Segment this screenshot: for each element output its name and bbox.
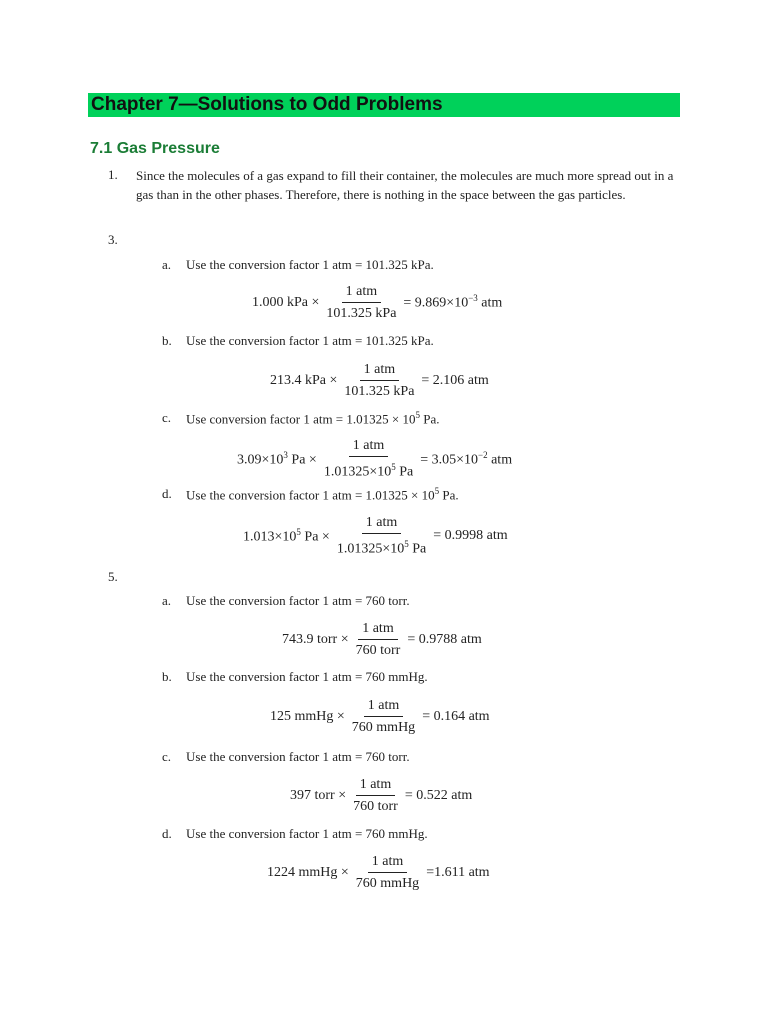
fraction — [322, 283, 400, 322]
problem-5c-instruction: Use the conversion factor 1 atm = 760 torr. — [186, 749, 410, 764]
problem-3c-equation — [237, 437, 512, 481]
problem-5c-letter: c. — [162, 749, 172, 764]
equation-lhs: 213.4 kPa × — [270, 372, 338, 388]
fraction-numerator: 1 atm — [364, 697, 404, 717]
problem-5a-instruction: Use the conversion factor 1 atm = 760 torr. — [186, 593, 410, 608]
fraction — [352, 853, 423, 892]
fraction-denominator: 101.325 kPa — [344, 384, 415, 399]
problem-3a-equation — [252, 283, 502, 322]
problem-5b-instruction: Use the conversion factor 1 atm = 760 mmHg. — [186, 669, 428, 684]
problem-3b-instruction: Use the conversion factor 1 atm = 101.325 kPa. — [186, 333, 434, 348]
fraction — [348, 697, 419, 736]
chapter-title: Chapter 7—Solutions to Odd Problems — [91, 94, 443, 115]
equation-rhs: = 0.9788 atm — [407, 631, 482, 647]
chapter-heading-bar — [88, 93, 680, 117]
fraction — [333, 514, 430, 558]
fraction — [349, 776, 402, 815]
problem-5a-letter: a. — [162, 593, 172, 608]
equation-lhs: 397 torr × — [290, 787, 347, 803]
problem-3d-equation — [243, 514, 508, 558]
fraction-denominator: 760 mmHg — [355, 876, 420, 891]
problem-5d-equation — [267, 853, 490, 892]
fraction-numerator: 1 atm — [360, 361, 400, 381]
problem-1-number: 1. — [108, 167, 118, 182]
problem-5-number: 5. — [108, 569, 118, 584]
problem-3a-letter: a. — [162, 257, 172, 272]
equation-lhs: 1.000 kPa × — [252, 294, 320, 310]
fraction-numerator: 1 atm — [356, 776, 396, 796]
fraction-denominator: $1.01325\times 10^5$ Pa — [336, 539, 427, 557]
problem-5b-letter: b. — [162, 669, 172, 684]
fraction-denominator: 760 torr — [353, 799, 398, 814]
problem-5d-letter: d. — [162, 826, 172, 841]
equation-rhs: =1.611 atm — [426, 864, 490, 880]
problem-3c-letter: c. — [162, 410, 172, 425]
equation-rhs: = $9.869\times 10^{-3}$ atm — [403, 293, 503, 311]
equation-lhs: $1.013\times 10^5$ Pa × — [243, 526, 330, 545]
fraction-numerator: 1 atm — [368, 853, 408, 873]
fraction-denominator: 760 torr — [355, 643, 401, 658]
problem-3-number: 3. — [108, 232, 118, 247]
equation-lhs: 1224 mmHg × — [267, 864, 349, 880]
fraction-denominator: 760 mmHg — [351, 720, 416, 735]
equation-rhs: = 0.164 atm — [422, 708, 490, 724]
section-title: 7.1 Gas Pressure — [90, 140, 220, 157]
equation-rhs: = 0.522 atm — [404, 787, 473, 803]
problem-3b-equation — [270, 361, 489, 400]
equation-rhs: = $3.05\times 10^{-2}$ atm — [420, 449, 513, 468]
equation-rhs: = 0.9998 atm — [433, 527, 508, 543]
problem-5d-instruction: Use the conversion factor 1 atm = 760 mmHg. — [186, 826, 428, 841]
fraction — [320, 437, 417, 481]
problem-5b-equation — [270, 697, 490, 736]
equation-rhs: = 2.106 atm — [421, 372, 489, 388]
equation-lhs: 125 mmHg × — [270, 708, 345, 724]
problem-3b-letter: b. — [162, 333, 172, 348]
problem-5a-equation — [282, 620, 482, 659]
problem-3a-instruction: Use the conversion factor 1 atm = 101.325 kPa. — [186, 257, 434, 272]
fraction — [352, 620, 405, 659]
problem-3d-letter: d. — [162, 486, 172, 501]
fraction-numerator: 1 atm — [362, 514, 402, 534]
problem-3d-instruction: Use the conversion factor 1 atm = $1.01325 \times 10^5$ Pa. — [186, 486, 459, 503]
fraction-numerator: 1 atm — [342, 283, 382, 303]
problem-3c-instruction: Use conversion factor 1 atm = $1.01325 \times 10^5$ Pa. — [186, 410, 440, 427]
fraction-numerator: 1 atm — [349, 437, 389, 457]
equation-lhs: 743.9 torr × — [282, 631, 349, 647]
problem-1-text: Since the molecules of a gas expand to fill their container, the molecules are much more spread out in a gas than in the other phases. Therefore, there is nothing in the space between the gas particles. — [136, 168, 674, 202]
fraction-denominator: $1.01325\times 10^5$ Pa — [323, 462, 414, 480]
problem-5c-equation — [290, 776, 472, 815]
fraction-denominator: 101.325 kPa — [326, 306, 397, 321]
fraction — [340, 361, 418, 400]
fraction-numerator: 1 atm — [358, 620, 398, 640]
equation-lhs: $3.09\times 10^3$ Pa × — [237, 449, 317, 468]
